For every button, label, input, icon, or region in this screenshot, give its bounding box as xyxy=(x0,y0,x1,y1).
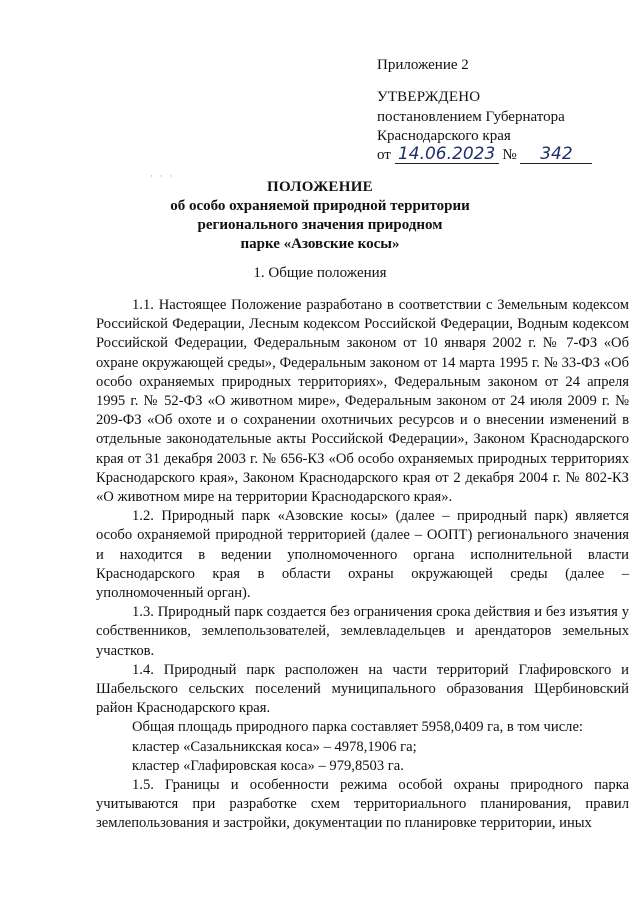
paragraph-1-3: 1.3. Природный парк создается без ограничения срока действия и без изъятия у собственников, землепользователей, землевладельцев и арендаторов земельных участков. xyxy=(96,604,629,659)
paragraph-1-1: 1.1. Настоящее Положение разработано в соответствии с Земельным кодексом Российской Федерации, Лесным кодексом Российской Федерации, Водным кодексом Российской Федерации, Федеральным законом от 10 января 2002 г. № 7-ФЗ «Об охране окружающей среды», Федеральным законом от 14 марта 1995 г. № 33-ФЗ «Об особо охраняемых природных территориях», Федеральным законом от 24 апреля 1995 г. № 52-ФЗ «О животном мире», Федеральным законом от 24 июля 2009 г. № 209-ФЗ «Об охоте и о сохранении охотничьих ресурсов и о внесении изменений в отдельные законодательные акты Российской Федерации», Законом Краснодарского края от 31 декабря 2003 г. № 656-КЗ «Об особо охраняемых природных территориях Краснодарского края», Законом Краснодарского края от 2 декабря 2004 г. № 802-КЗ «О животном мире на территории Краснодарского края». xyxy=(96,297,629,506)
paragraph-cluster-2: кластер «Глафировская коса» – 979,8503 га. xyxy=(132,757,404,774)
paragraph-1-4: 1.4. Природный парк расположен на части территорий Глафировского и Шабельского сельских поселений муниципального образования Щербиновский район Краснодарского края. xyxy=(96,661,629,717)
approved-heading: УТВЕРЖДЕНО xyxy=(377,89,481,105)
paragraph-1-5: 1.5. Границы и особенности режима особой охраны природного парка учитываются при разработке схем территориального планирования, правил землепользования и застройки, документации по планировке территории, иных xyxy=(96,777,629,832)
handwritten-date: 14.06.2023 xyxy=(395,146,499,164)
number-prefix: № xyxy=(502,147,517,163)
approved-by-line-1: постановлением Губернатора xyxy=(377,109,565,125)
title-main: ПОЛОЖЕНИЕ xyxy=(267,179,373,195)
approval-block xyxy=(377,88,592,165)
paragraph-1-2: 1.2. Природный парк «Азовские косы» (далее – природный парк) является особо охраняемой природной территорией (далее – ООПТ) регионального значения и находится в ведении уполномоченного органа исполнительной власти Краснодарского края в области охраны окружающей среды (далее – уполномоченный орган). xyxy=(96,508,629,602)
date-prefix: от xyxy=(377,147,391,163)
handwritten-number: 342 xyxy=(520,146,592,164)
document-body xyxy=(96,296,629,834)
title-line-4: парке «Азовские косы» xyxy=(240,236,400,252)
approved-by-line-2: Краснодарского края xyxy=(377,128,511,144)
scan-speck: · · · xyxy=(150,172,175,182)
paragraph-cluster-1: кластер «Сазальникская коса» – 4978,1906 га; xyxy=(132,738,417,755)
title-line-3: регионального значения природном xyxy=(197,217,443,233)
appendix-label: Приложение 2 xyxy=(377,57,469,73)
section-heading: 1. Общие положения xyxy=(253,265,387,281)
paragraph-area: Общая площадь природного парка составляет 5958,0409 га, в том числе: xyxy=(132,719,583,736)
title-line-2: об особо охраняемой природной территории xyxy=(170,198,470,214)
date-number-line xyxy=(377,146,592,165)
document-title xyxy=(0,178,640,254)
